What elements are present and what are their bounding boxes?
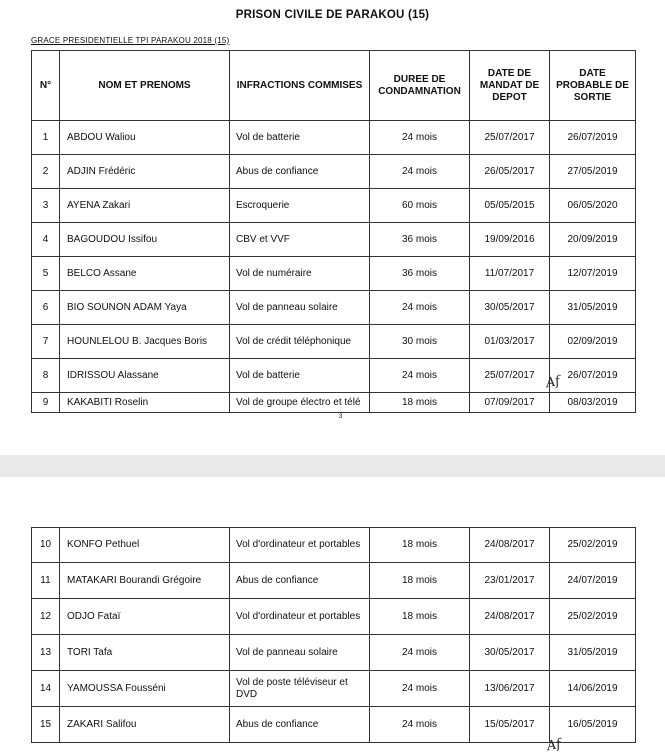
detainee-name: ODJO Fataï	[60, 599, 230, 635]
detainee-name: ADJIN Frédéric	[60, 155, 230, 189]
detainee-name: BIO SOUNON ADAM Yaya	[60, 291, 230, 325]
mandate-date: 30/05/2017	[470, 291, 550, 325]
release-date: 31/05/2019	[550, 635, 636, 671]
row-number: 14	[32, 671, 60, 707]
page-separator	[0, 455, 665, 477]
detainee-name: BELCO Assane	[60, 257, 230, 291]
detainee-name: BAGOUDOU Issifou	[60, 223, 230, 257]
table-row	[32, 671, 636, 707]
mandate-date: 19/09/2016	[470, 223, 550, 257]
header-mandate-date: DATE DE MANDAT DE DEPOT	[470, 51, 550, 121]
mandate-date: 26/05/2017	[470, 155, 550, 189]
row-number: 10	[32, 528, 60, 563]
signature-initials: Af	[544, 373, 562, 392]
table-row	[32, 635, 636, 671]
row-number: 6	[32, 291, 60, 325]
release-date: 25/02/2019	[550, 528, 636, 563]
infraction-cell: Abus de confiance	[230, 155, 370, 189]
release-date: 26/07/2019	[550, 121, 636, 155]
infraction-cell: Vol de poste téléviseur et DVD	[230, 671, 370, 707]
mandate-date: 01/03/2017	[470, 325, 550, 359]
infraction-cell: Vol de batterie	[230, 121, 370, 155]
release-date: 02/09/2019	[550, 325, 636, 359]
mandate-date: 24/08/2017	[470, 599, 550, 635]
release-date: 08/03/2019	[550, 393, 636, 413]
detainee-name: ABDOU Waliou	[60, 121, 230, 155]
infraction-cell: Vol d'ordinateur et portables	[230, 599, 370, 635]
row-number: 3	[32, 189, 60, 223]
sentence-duration: 24 mois	[370, 155, 470, 189]
release-date: 14/06/2019	[550, 671, 636, 707]
infraction-cell: Abus de confiance	[230, 563, 370, 599]
row-number: 9	[32, 393, 60, 413]
detainee-name: IDRISSOU Alassane	[60, 359, 230, 393]
sentence-duration: 36 mois	[370, 257, 470, 291]
row-number: 11	[32, 563, 60, 599]
sentence-duration: 24 mois	[370, 635, 470, 671]
document-subtitle: GRACE PRESIDENTIELLE TPI PARAKOU 2018 (15)	[31, 36, 230, 45]
release-date: 25/02/2019	[550, 599, 636, 635]
sentence-duration: 18 mois	[370, 393, 470, 413]
detainee-name: MATAKARI Bourandi Grégoire	[60, 563, 230, 599]
header-release-date: DATE PROBABLE DE SORTIE	[550, 51, 636, 121]
sentence-duration: 18 mois	[370, 528, 470, 563]
sentence-duration: 30 mois	[370, 325, 470, 359]
table-row	[32, 325, 636, 359]
row-number: 15	[32, 707, 60, 743]
sentence-duration: 36 mois	[370, 223, 470, 257]
table-row	[32, 393, 636, 413]
release-date: 12/07/2019	[550, 257, 636, 291]
table-row	[32, 223, 636, 257]
mandate-date: 25/07/2017	[470, 359, 550, 393]
table-row	[32, 189, 636, 223]
infraction-cell: Vol de panneau solaire	[230, 635, 370, 671]
detainee-table-page-1	[31, 50, 636, 413]
signature-initials: Af	[545, 736, 563, 755]
table-row	[32, 257, 636, 291]
header-duration: DUREE DE CONDAMNATION	[370, 51, 470, 121]
detainee-name: HOUNLELOU B. Jacques Boris	[60, 325, 230, 359]
mandate-date: 30/05/2017	[470, 635, 550, 671]
sentence-duration: 18 mois	[370, 563, 470, 599]
sentence-duration: 24 mois	[370, 671, 470, 707]
sentence-duration: 24 mois	[370, 291, 470, 325]
detainee-name: ZAKARI Salifou	[60, 707, 230, 743]
table-row	[32, 121, 636, 155]
table-row	[32, 563, 636, 599]
table-row	[32, 155, 636, 189]
infraction-cell: Escroquerie	[230, 189, 370, 223]
infraction-cell: Vol de crédit téléphonique	[230, 325, 370, 359]
infraction-cell: Abus de confiance	[230, 707, 370, 743]
infraction-cell: Vol de batterie	[230, 359, 370, 393]
detainee-name: KONFO Pethuel	[60, 528, 230, 563]
table-row	[32, 599, 636, 635]
infraction-cell: Vol de numéraire	[230, 257, 370, 291]
release-date: 16/05/2019	[550, 707, 636, 743]
table-header-row	[32, 51, 636, 121]
sentence-duration: 60 mois	[370, 189, 470, 223]
row-number: 2	[32, 155, 60, 189]
header-name: NOM ET PRENOMS	[60, 51, 230, 121]
row-number: 12	[32, 599, 60, 635]
document-title: PRISON CIVILE DE PARAKOU (15)	[235, 9, 430, 21]
mandate-date: 07/09/2017	[470, 393, 550, 413]
row-number: 1	[32, 121, 60, 155]
release-date: 24/07/2019	[550, 563, 636, 599]
row-number: 13	[32, 635, 60, 671]
detainee-name: AYENA Zakari	[60, 189, 230, 223]
sentence-duration: 24 mois	[370, 121, 470, 155]
header-number: N°	[32, 51, 60, 121]
detainee-table-page-2	[31, 527, 636, 743]
mandate-date: 24/08/2017	[470, 528, 550, 563]
release-date: 06/05/2020	[550, 189, 636, 223]
row-number: 7	[32, 325, 60, 359]
mandate-date: 05/05/2015	[470, 189, 550, 223]
detainee-name: TORI Tafa	[60, 635, 230, 671]
table-row	[32, 528, 636, 563]
infraction-cell: Vol de panneau solaire	[230, 291, 370, 325]
mandate-date: 23/01/2017	[470, 563, 550, 599]
mandate-date: 13/06/2017	[470, 671, 550, 707]
mandate-date: 15/05/2017	[470, 707, 550, 743]
row-number: 8	[32, 359, 60, 393]
mandate-date: 25/07/2017	[470, 121, 550, 155]
release-date: 26/07/2019	[550, 359, 636, 393]
detainee-name: KAKABITI Roselin	[60, 393, 230, 413]
table-row	[32, 707, 636, 743]
table-row	[32, 291, 636, 325]
row-number: 5	[32, 257, 60, 291]
sentence-duration: 24 mois	[370, 707, 470, 743]
row-number: 4	[32, 223, 60, 257]
release-date: 20/09/2019	[550, 223, 636, 257]
release-date: 27/05/2019	[550, 155, 636, 189]
infraction-cell: Vol d'ordinateur et portables	[230, 528, 370, 563]
document-page-2	[0, 477, 665, 756]
mandate-date: 11/07/2017	[470, 257, 550, 291]
header-infractions: INFRACTIONS COMMISES	[230, 51, 370, 121]
infraction-cell: CBV et VVF	[230, 223, 370, 257]
release-date: 31/05/2019	[550, 291, 636, 325]
sentence-duration: 24 mois	[370, 359, 470, 393]
infraction-cell: Vol de groupe électro et télé	[230, 393, 370, 413]
page-number: 3	[339, 414, 343, 420]
sentence-duration: 18 mois	[370, 599, 470, 635]
detainee-name: YAMOUSSA Fousséni	[60, 671, 230, 707]
